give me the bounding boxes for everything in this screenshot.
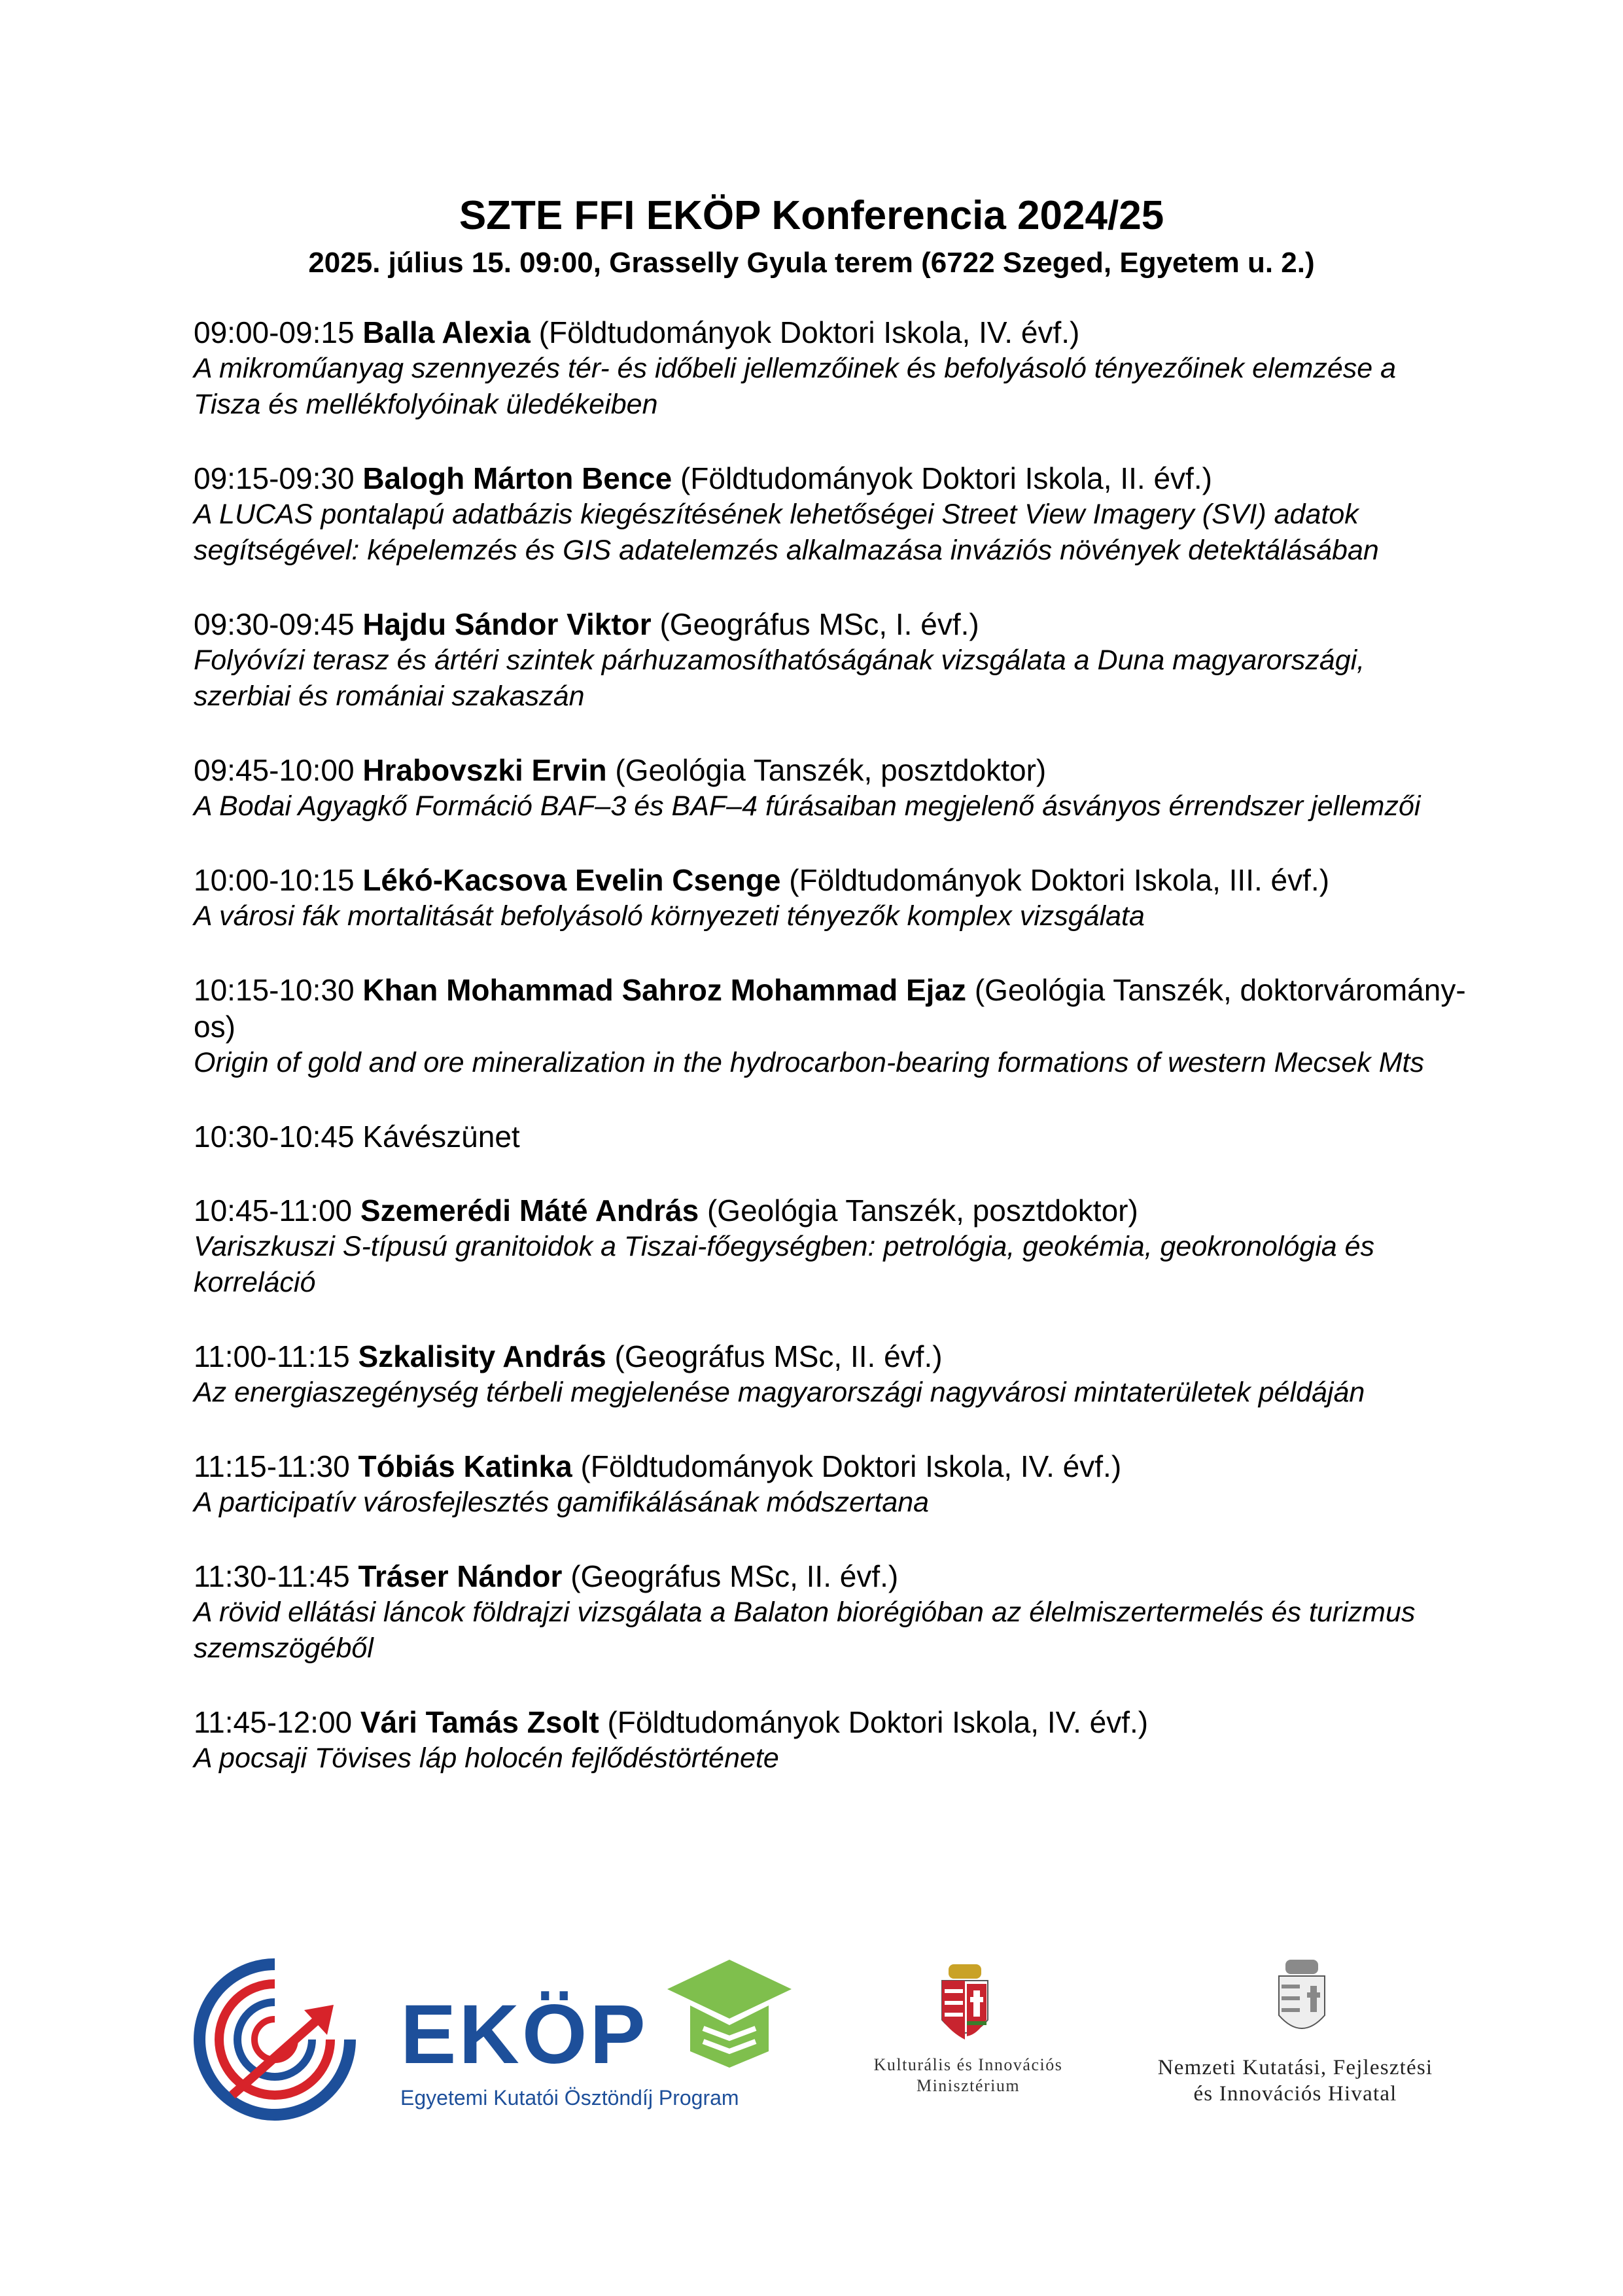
time-slot: 11:30-11:45 [194,1559,350,1593]
hungarian-coat-of-arms-icon [1272,1953,1331,2045]
hungarian-coat-of-arms-icon [935,1958,994,2049]
speaker-name: Vári Tamás Zsolt [360,1705,599,1739]
program-item [194,460,1469,569]
talk-title: A rövid ellátási láncok földrajzi vizsgálata a Balaton biorégióban az élelmiszertermelés és turizmus szemszögéből [194,1597,1416,1664]
speaker-affiliation: (Geográfus MSc, I. évf.) [659,607,979,641]
university-ring-logo [193,1958,357,2121]
talk-title: A mikroműanyag szennyezés tér- és időbeli jellemzőinek és befolyásoló tényezőinek elemzése a Tisza és mellékfolyóinak üledékeiben [194,353,1397,420]
time-slot: 11:00-11:15 [194,1339,350,1373]
speaker-name: Tráser Nándor [358,1559,563,1593]
page-title: SZTE FFI EKÖP Konferencia 2024/25 [459,193,1164,238]
talk-title: A participatív városfejlesztés gamifikálásának módszertana [194,1487,930,1518]
program-item [194,1338,1469,1411]
nkfih-logo-text: Nemzeti Kutatási, Fejlesztési és Innovációs Hivatal [1157,2056,1433,2106]
time-slot: 11:45-12:00 [194,1705,353,1739]
talk-title: A városi fák mortalitását befolyásoló környezeti tényezők komplex vizsgálata [194,900,1145,932]
program-item [194,1192,1469,1301]
speaker-affiliation: (Földtudományok Doktori Iskola, IV. évf.) [580,1449,1122,1483]
speaker-affiliation: (Geográfus MSc, II. évf.) [614,1339,943,1373]
speaker-affiliation: (Földtudományok Doktori Iskola, IV. évf.) [607,1705,1149,1739]
talk-title: Folyóvízi terasz és ártéri szintek párhuzamosíthatóságának vizsgálata a Duna magyarországi, szerbiai és romániai szakaszán [194,645,1365,712]
program-item [194,606,1469,715]
time-slot: 09:30-09:45 [194,607,355,641]
ekop-logo-subtitle: Egyetemi Kutatói Ösztöndíj Program [400,2086,739,2110]
speaker-name: Szemerédi Máté András [360,1193,699,1227]
speaker-affiliation: (Geológia Tanszék, posztdoktor) [615,753,1047,787]
time-slot: 09:45-10:00 [194,753,355,787]
talk-title: A Bodai Agyagkő Formáció BAF–3 és BAF–4 fúrásaiban megjelenő ásványos érrendszer jellemzői [194,790,1421,822]
talk-title: A LUCAS pontalapú adatbázis kiegészítésének lehetőségei Street View Imagery (SVI) adatok segítségével: képelemzés és GIS adatelemzés alkalmazása inváziós növények detektálásában [194,499,1379,566]
speaker-name: Khan Mohammad Sahroz Mohammad Ejaz [362,973,967,1007]
time-slot: 10:30-10:45 [194,1120,355,1154]
talk-title: A pocsaji Tövises láp holocén fejlődéstörténete [194,1742,779,1774]
program-item [194,1704,1469,1776]
time-slot: 09:15-09:30 [194,461,355,495]
program-item [194,1558,1469,1667]
speaker-affiliation: (Geológia Tanszék, doktorvárományos) [194,973,1466,1044]
speaker-affiliation: (Földtudományok Doktori Iskola, III. évf.) [789,863,1330,897]
ministry-logo-text: Kulturális és Innovációs Minisztérium [873,2055,1063,2095]
program-item [194,752,1469,824]
program-item [194,972,1469,1081]
speaker-affiliation: (Földtudományok Doktori Iskola, II. évf.) [680,461,1212,495]
program-item [194,314,1469,423]
speaker-name: Hrabovszki Ervin [362,753,607,787]
speaker-name: Balla Alexia [362,315,531,349]
time-slot: 10:15-10:30 [194,973,355,1007]
talk-title: Az energiaszegénység térbeli megjelenése magyarországi nagyvárosi mintaterületek példáján [194,1377,1365,1408]
speaker-affiliation: (Geológia Tanszék, posztdoktor) [707,1193,1138,1227]
event-details: 2025. július 15. 09:00, Grasselly Gyula terem (6722 Szeged, Egyetem u. 2.) [308,247,1315,279]
speaker-affiliation: (Földtudományok Doktori Iskola, IV. évf.) [538,315,1080,349]
program-item [194,1448,1469,1521]
time-slot: 10:00-10:15 [194,863,355,897]
break-label: Kávészünet [362,1120,520,1154]
time-slot: 09:00-09:15 [194,315,355,349]
time-slot: 10:45-11:00 [194,1193,353,1227]
time-slot: 11:15-11:30 [194,1449,350,1483]
speaker-name: Tóbiás Katinka [358,1449,572,1483]
ekop-logo-text: EKÖP [400,1988,648,2081]
graduation-cap-icon [664,1953,795,2071]
program-item-break [194,1118,1469,1155]
speaker-affiliation: (Geográfus MSc, II. évf.) [570,1559,899,1593]
speaker-name: Balogh Márton Bence [362,461,672,495]
talk-title: Variszkuszi S-típusú granitoidok a Tiszai-főegységben: petrológia, geokémia, geokronológia és korreláció [194,1231,1375,1298]
speaker-name: Hajdu Sándor Viktor [362,607,652,641]
program-list [194,314,1469,1814]
speaker-name: Szkalisity András [358,1339,606,1373]
speaker-name: Lékó-Kacsova Evelin Csenge [362,863,781,897]
program-item [194,862,1469,934]
talk-title: Origin of gold and ore mineralization in the hydrocarbon-bearing formations of western Mecsek Mts [194,1047,1424,1078]
